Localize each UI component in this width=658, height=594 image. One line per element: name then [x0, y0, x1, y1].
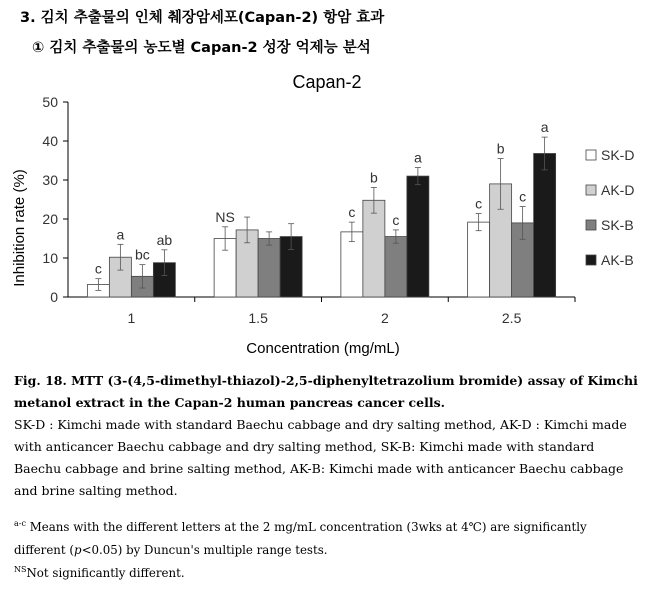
significance-letter: ab [156, 231, 173, 248]
legend [586, 147, 634, 268]
legend-swatch [586, 150, 596, 160]
significance-letter: c [348, 204, 356, 221]
footnote-ns [14, 562, 642, 585]
bar [468, 222, 490, 297]
footnote-p-symbol: p [74, 543, 82, 557]
figure-caption-title: Fig. 18. MTT (3-(4,5-dimethyl-thiazol)-2,5-diphenyltetrazolium bromide) assay of Kimchi metanol extract in the Capan-2 human pancreas cancer cells. [14, 373, 638, 410]
legend-swatch [586, 220, 596, 230]
bar [534, 153, 556, 297]
significance-letter: b [496, 140, 505, 157]
y-axis-label: Inhibition rate (%) [11, 169, 28, 287]
significance-letter: NS [215, 208, 235, 225]
figure-caption-body: SK-D : Kimchi made with standard Baechu cabbage and dry salting method, AK-D : Kimchi made with anticancer Baechu cabbage and dry salting method, SK-B: Kimchi made with standard Baechu cabbage and brine salting method, AK-B: Kimchi made with anticancer Baechu cabbage and brine salting method. [14, 417, 627, 498]
x-tick-label: 2 [380, 310, 389, 326]
legend-label: AK-D [601, 182, 635, 198]
y-tick-label: 50 [42, 94, 58, 110]
footnote-text-pre: Means with the different letters at the 2 mg/mL concentration (3wks at 4℃) are significantly different ( [14, 520, 587, 557]
subsection-heading: ① 김치 추출물의 농도별 Capan-2 성장 억제능 분석 [32, 40, 371, 56]
x-tick-label: 1.5 [248, 310, 268, 326]
significance-letter: c [392, 211, 400, 228]
x-tick-label: 1 [127, 310, 136, 326]
plot-area [42, 94, 575, 326]
legend-label: SK-B [601, 217, 634, 233]
footnote-ns-text: Not significantly different. [26, 566, 185, 580]
significance-letter: c [475, 195, 483, 212]
bar [407, 176, 429, 297]
significance-letter: c [94, 260, 102, 277]
chart-title: Capan-2 [292, 72, 362, 92]
bar [258, 239, 280, 298]
y-tick-label: 10 [42, 250, 58, 266]
legend-label: AK-B [601, 252, 634, 268]
legend-label: SK-D [601, 147, 635, 163]
x-axis-label: Concentration (mg/mL) [246, 340, 400, 357]
y-tick-label: 40 [42, 133, 58, 149]
footnote-marker-ns: NS [14, 565, 27, 575]
footnote-marker-ac: a-c [14, 519, 26, 529]
x-tick-label: 2.5 [501, 310, 522, 326]
significance-letter: a [540, 119, 549, 136]
significance-letter: bc [134, 246, 150, 263]
significance-letter: a [116, 226, 125, 243]
footnote-text-post: <0.05) by Duncun's multiple range tests. [81, 543, 328, 557]
section-heading: 3. 김치 추출물의 인체 췌장암세포(Capan-2) 항암 효과 [20, 10, 385, 26]
legend-swatch [586, 255, 596, 265]
figure-footnotes [14, 516, 642, 585]
significance-letter: a [413, 149, 422, 166]
y-tick-label: 30 [42, 172, 58, 188]
bar [385, 237, 407, 297]
significance-letter: b [369, 169, 378, 186]
significance-letter: c [519, 188, 527, 205]
footnote-significance [14, 516, 642, 562]
bar-chart [0, 60, 658, 360]
y-tick-label: 20 [42, 211, 58, 227]
bar [363, 200, 385, 297]
legend-swatch [586, 185, 596, 195]
y-tick-label: 0 [50, 289, 58, 305]
